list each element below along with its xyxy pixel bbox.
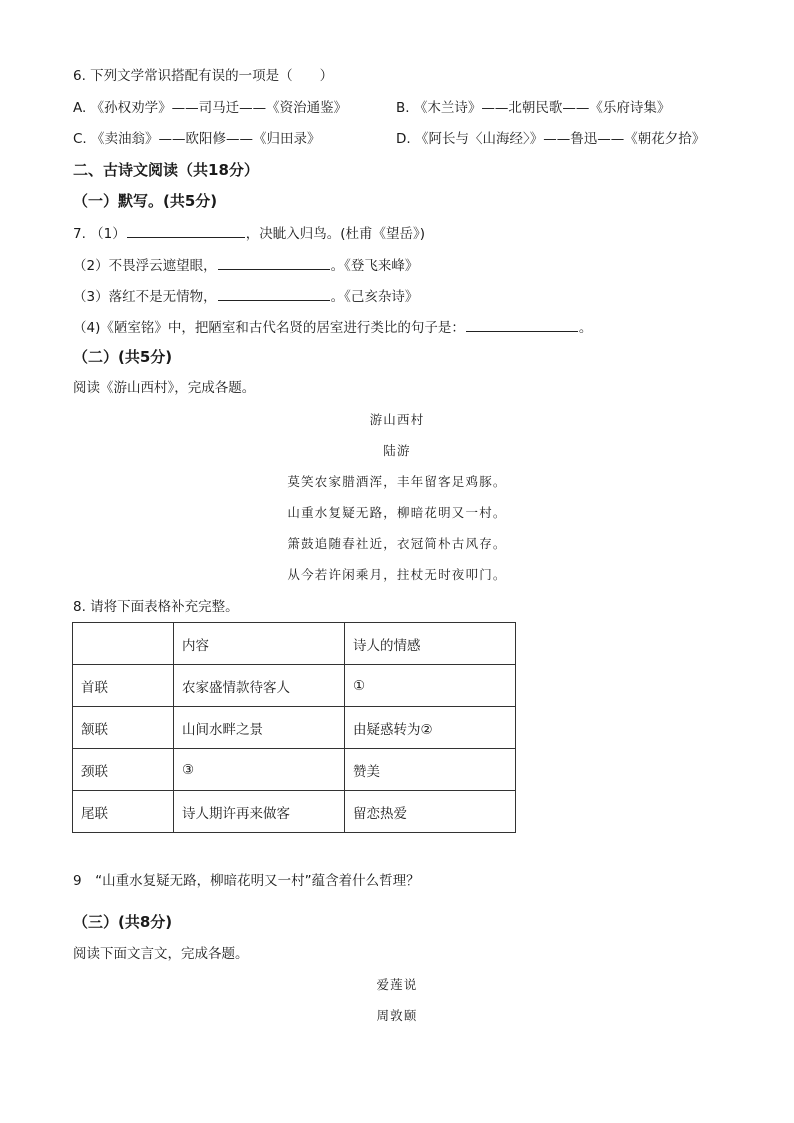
table-cell: 颈联 xyxy=(73,749,174,791)
section-2-heading: 二、古诗文阅读（共18分） xyxy=(73,161,259,179)
question-9: 9 “山重水复疑无路，柳暗花明又一村”蕴含着什么哲理？ xyxy=(73,873,420,889)
question-7-2-prefix: （2）不畏浮云遮望眼， xyxy=(73,258,217,274)
part-2-intro: 阅读《游山西村》，完成各题。 xyxy=(73,380,256,396)
table-cell: ① xyxy=(345,665,516,707)
question-7-1-prefix: 7. （1） xyxy=(73,226,126,242)
question-7-3 xyxy=(73,286,418,306)
table-header-cell xyxy=(73,623,174,665)
essay-author: 周敦颐 xyxy=(376,1008,418,1023)
question-6-option-b: B. 《木兰诗》——北朝民歌——《乐府诗集》 xyxy=(396,100,671,116)
part-1-heading: （一）默写。(共5分) xyxy=(73,192,218,210)
question-7-3-prefix: （3）落红不是无情物， xyxy=(73,289,217,305)
table-header-row xyxy=(73,623,516,665)
answer-blank-7-2 xyxy=(218,255,330,270)
table-cell: 留恋热爱 xyxy=(345,791,516,833)
table-cell: 诗人期许再来做客 xyxy=(174,791,345,833)
table-row xyxy=(73,791,516,833)
table-cell: 农家盛情款待客人 xyxy=(174,665,345,707)
emotion-table xyxy=(72,622,516,833)
question-7-4 xyxy=(73,317,592,337)
question-7-2-suffix: 。《登飞来峰》 xyxy=(330,258,419,274)
poem-title: 游山西村 xyxy=(369,412,425,427)
question-6-option-c: C. 《卖油翁》——欧阳修——《归田录》 xyxy=(73,131,321,147)
answer-blank-7-3 xyxy=(218,286,330,301)
poem-line: 莫笑农家腊酒浑，丰年留客足鸡豚。 xyxy=(287,474,507,489)
table-cell: 尾联 xyxy=(73,791,174,833)
table-cell: 由疑惑转为② xyxy=(345,707,516,749)
table-cell: 赞美 xyxy=(345,749,516,791)
table-cell: 山间水畔之景 xyxy=(174,707,345,749)
question-7-2 xyxy=(73,255,418,275)
table-cell: 颔联 xyxy=(73,707,174,749)
table-row xyxy=(73,707,516,749)
question-7-4-prefix: （4)《陋室铭》中，把陋室和古代名贤的居室进行类比的句子是： xyxy=(73,320,465,336)
question-7-3-suffix: 。《己亥杂诗》 xyxy=(330,289,419,305)
part-2-heading: （二）(共5分) xyxy=(73,348,173,366)
question-7-4-suffix: 。 xyxy=(578,320,593,336)
question-6-option-a: A. 《孙权劝学》——司马迁——《资治通鉴》 xyxy=(73,100,348,116)
poem-author: 陆游 xyxy=(383,443,411,458)
table-header-cell: 诗人的情感 xyxy=(345,623,516,665)
question-8: 8. 请将下面表格补充完整。 xyxy=(73,599,239,615)
question-6-option-d: D. 《阿长与〈山海经〉》——鲁迅——《朝花夕拾》 xyxy=(396,131,706,147)
part-3-intro: 阅读下面文言文，完成各题。 xyxy=(73,946,249,962)
table-row xyxy=(73,665,516,707)
poem-line: 箫鼓追随春社近，衣冠简朴古风存。 xyxy=(287,536,507,551)
poem-line: 山重水复疑无路，柳暗花明又一村。 xyxy=(287,505,507,520)
answer-blank-7-4 xyxy=(466,317,578,332)
table-row xyxy=(73,749,516,791)
answer-blank-7-1 xyxy=(127,223,245,238)
poem-line: 从今若许闲乘月，拄杖无时夜叩门。 xyxy=(287,567,507,582)
table-cell: ③ xyxy=(174,749,345,791)
question-6-stem: 6. 下列文学常识搭配有误的一项是（ ） xyxy=(73,68,334,84)
table-cell: 首联 xyxy=(73,665,174,707)
essay-title: 爱莲说 xyxy=(376,977,418,992)
question-7-1-suffix: ，决眦入归鸟。(杜甫《望岳》) xyxy=(245,226,426,242)
question-7-1 xyxy=(73,223,425,243)
part-3-heading: （三）(共8分) xyxy=(73,913,173,931)
table-header-cell: 内容 xyxy=(174,623,345,665)
